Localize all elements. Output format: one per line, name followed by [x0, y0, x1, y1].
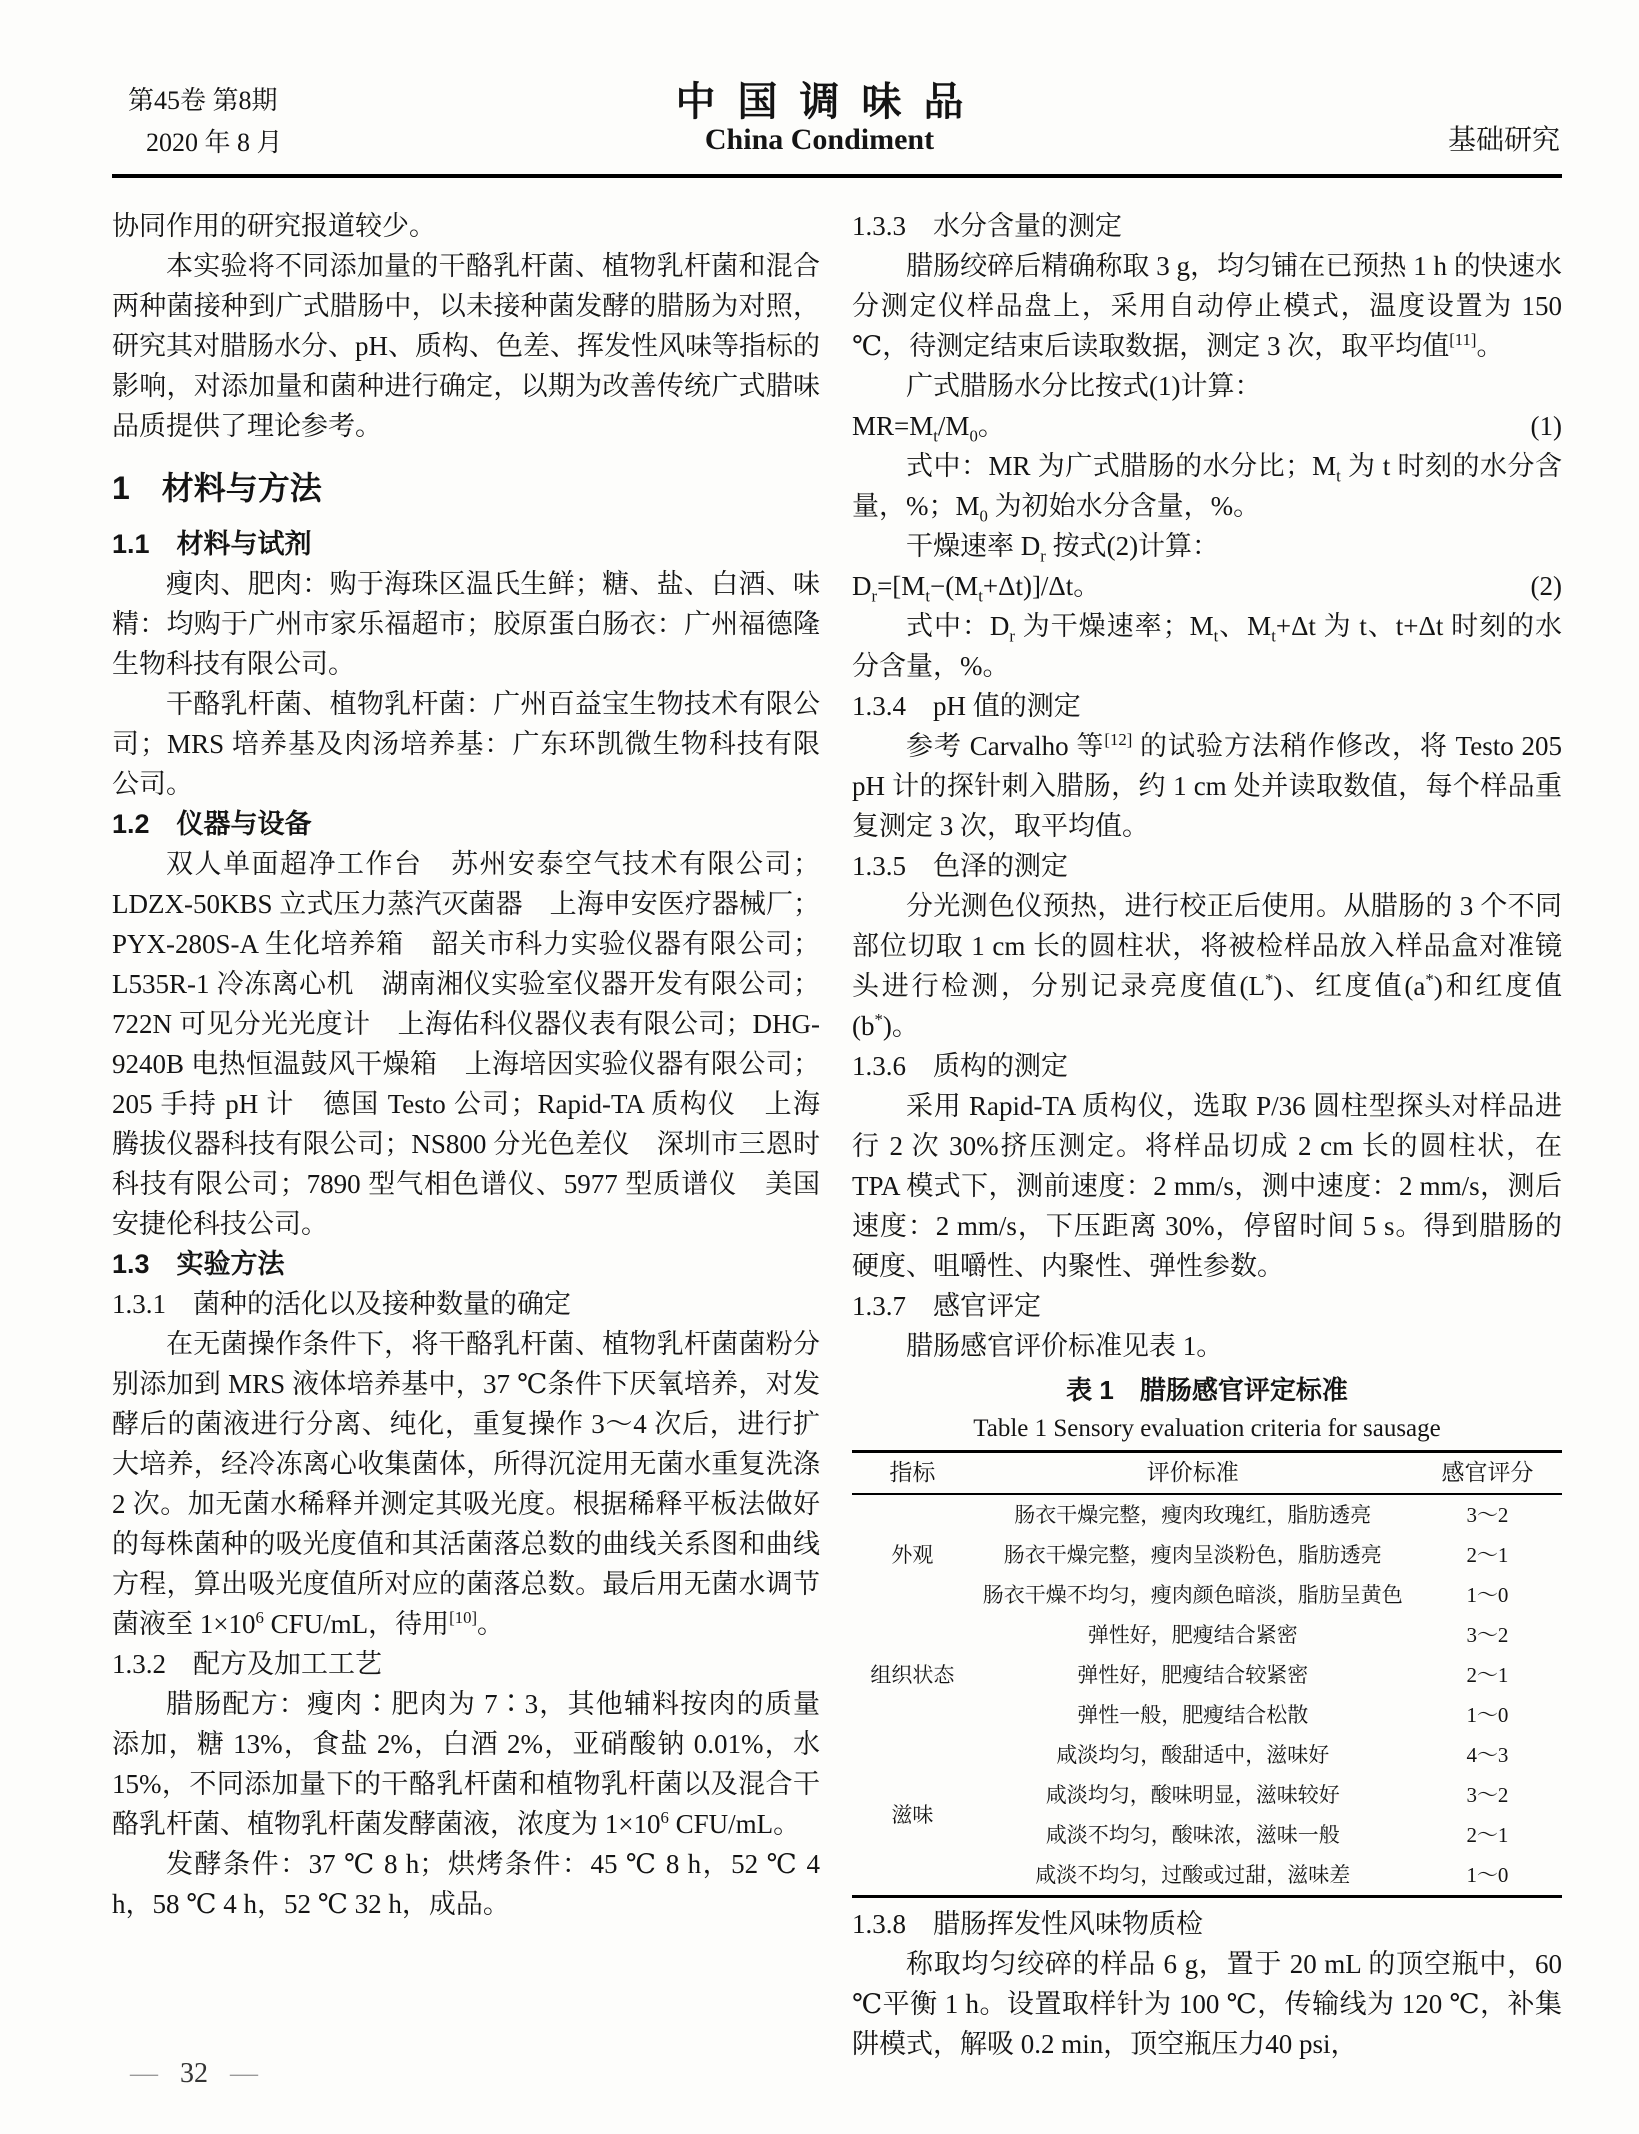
formula-number: (1) [1530, 411, 1562, 441]
footer-dash-right: — [230, 2058, 258, 2089]
right-column [852, 206, 1562, 2064]
paragraph: 广式腊肠水分比按式(1)计算： [906, 371, 1262, 401]
table-row [852, 1615, 1562, 1655]
sensory-table [852, 1450, 1562, 1898]
page-footer [130, 2058, 258, 2090]
paragraph: 协同作用的研究报道较少。 [112, 211, 436, 241]
table-score-cell: 1～0 [1466, 1703, 1509, 1727]
paragraph: 式中：$D_r$ 为干燥速率；$M_t$、$M_t+\Delta t$ 为 t、t+Δt 时刻的水分含量，%。 [852, 611, 1563, 681]
table-caption-en: Table 1 Sensory evaluation criteria for sausage [973, 1415, 1441, 1442]
paragraph: 发酵条件：37 ℃ 8 h；烘烤条件：45 ℃ 8 h，52 ℃ 4 h，58 ℃ 4 h，52 ℃ 32 h，成品。 [112, 1849, 820, 1919]
table-score-cell: 3～2 [1466, 1503, 1509, 1527]
formula-text: $D_r=[M_t-(M_t+\Delta t)]/\Delta t$。 [852, 571, 1101, 606]
paragraph: 采用 Rapid-TA 质构仪，选取 P/36 圆柱型探头对样品进行 2 次 30%挤压测定。将样品切成 2 cm 长的圆柱状，在 TPA 模式下，测前速度：2 mm/s，测中速度：2 mm/s，测后速度：2 mm/s，下压距离 30%，停留时间 5 s。得到腊肠的硬度、咀嚼性、内聚性、弹性参数。 [852, 1091, 1562, 1281]
section-heading: 1.3.2 配方及加工工艺 [112, 1649, 382, 1679]
paragraph: 称取均匀绞碎的样品 6 g，置于 20 mL 的顶空瓶中，60 ℃平衡 1 h。设置取样针为 100 ℃，传输线为 120 ℃，补集阱模式，解吸 0.2 min，顶空瓶压力40 psi， [852, 1949, 1562, 2059]
section-heading: 1.3 实验方法 [112, 1249, 285, 1279]
formula [852, 406, 1562, 446]
category-label: 基础研究 [1447, 125, 1560, 156]
section-heading: 1.3.6 质构的测定 [852, 1051, 1068, 1081]
paragraph: 分光测色仪预热，进行校正后使用。从腊肠的 3 个不同部位切取 1 cm 长的圆柱状，将被检样品放入样品盒对准镜头进行检测，分别记录亮度值(L*)、红度值(a*)和红度值(b*)。 [852, 891, 1562, 1041]
paragraph: 腊肠配方：瘦肉∶肥肉为 7∶3，其他辅料按肉的质量添加，糖 13%，食盐 2%，白酒 2%，亚硝酸钠 0.01%，水 15%，不同添加量下的干酪乳杆菌和植物乳杆菌以及混合干酪乳杆菌、植物乳杆菌发酵菌液，浓度为 $1\times 10^6$ CFU/mL。 [112, 1689, 820, 1839]
table-score-cell: 2～1 [1466, 1543, 1509, 1567]
page-number: 32 [180, 2058, 208, 2089]
table-criteria-cell: 咸淡均匀，酸甜适中，滋味好 [1056, 1743, 1330, 1767]
table-criteria-cell: 肠衣干燥不均匀，瘦肉颜色暗淡，脂肪呈黄色 [982, 1583, 1403, 1607]
table-criteria-cell: 肠衣干燥完整，瘦肉玫瑰红，脂肪透亮 [1014, 1503, 1372, 1527]
section-heading: 1.3.8 腊肠挥发性风味物质检 [852, 1909, 1203, 1939]
formula-text: $MR=M_t/M_0$。 [852, 411, 1005, 446]
section-heading: 1.3.4 pH 值的测定 [852, 691, 1081, 721]
paragraph: 式中：MR 为广式腊肠的水分比；$M_t$ 为 t 时刻的水分含量，%；$M_0$ 为初始水分含量，%。 [852, 451, 1562, 526]
paragraph: 双人单面超净工作台 苏州安泰空气技术有限公司；LDZX-50KBS 立式压力蒸汽灭菌器 上海申安医疗器械厂；PYX-280S-A 生化培养箱 韶关市科力实验仪器有限公司；L535R-1 冷冻离心机 湖南湘仪实验室仪器开发有限公司；722N 可见分光光度计 上海佑科仪器仪表有限公司；DHG-9240B 电热恒温鼓风干燥箱 上海培因实验仪器有限公司；205 手持 pH 计 德国 Testo 公司；Rapid-TA 质构仪 上海腾拔仪器科技有限公司；NS800 分光色差仪 深圳市三恩时科技有限公司；7890 型气相色谱仪、5977 型质谱仪 美国安捷伦科技公司。 [112, 849, 820, 1239]
table-header-cell: 感官评分 [1413, 1452, 1562, 1495]
journal-volume-issue: 第45卷 第8期 [128, 86, 278, 115]
table-indicator-cell: 滋味 [891, 1803, 934, 1827]
table-indicator-cell: 外观 [891, 1543, 934, 1567]
table-criteria-cell: 弹性好，肥瘦结合紧密 [1087, 1623, 1298, 1647]
journal-title-en: China Condiment [704, 123, 935, 156]
section-heading: 1.2 仪器与设备 [112, 809, 312, 839]
paragraph: 干燥速率 $D_r$ 按式(2)计算： [906, 531, 1220, 566]
paragraph: 腊肠绞碎后精确称取 3 g，均匀铺在已预热 1 h 的快速水分测定仪样品盘上，采用自动停止模式，温度设置为 150 ℃，待测定结束后读取数据，测定 3 次，取平均值[11]。 [852, 251, 1562, 361]
table-header-cell: 指标 [852, 1452, 973, 1495]
table-header-cell: 评价标准 [973, 1452, 1413, 1495]
section-heading: 1.3.1 菌种的活化以及接种数量的确定 [112, 1289, 571, 1319]
table-score-cell: 3～2 [1466, 1623, 1509, 1647]
footer-dash-left: — [130, 2058, 158, 2089]
table-criteria-cell: 咸淡不均匀，过酸或过甜，滋味差 [1035, 1863, 1351, 1887]
table-score-cell: 2～1 [1466, 1823, 1509, 1847]
section-heading: 1 材料与方法 [112, 470, 322, 506]
table-score-cell: 2～1 [1466, 1663, 1509, 1687]
table-score-cell: 3～2 [1466, 1783, 1509, 1807]
table-score-cell: 4～3 [1466, 1743, 1509, 1767]
table-caption-zh: 表 1 腊肠感官评定标准 [1066, 1375, 1348, 1405]
table-criteria-cell: 弹性一般，肥瘦结合松散 [1077, 1703, 1309, 1727]
section-heading: 1.1 材料与试剂 [112, 529, 312, 559]
table-score-cell: 1～0 [1466, 1863, 1509, 1887]
paragraph: 在无菌操作条件下，将干酪乳杆菌、植物乳杆菌菌粉分别添加到 MRS 液体培养基中，37 ℃条件下厌氧培养，对发酵后的菌液进行分离、纯化，重复操作 3～4 次后，进行扩大培养，经冷冻离心收集菌体，所得沉淀用无菌水重复洗涤 2 次。加无菌水稀释并测定其吸光度。根据稀释平板法做好的每株菌种的吸光度值和其活菌落总数的曲线关系图和曲线方程，算出吸光度值所对应的菌落总数。最后用无菌水调节菌液至 $1\times 10^6$ CFU/mL，待用[10]。 [112, 1329, 820, 1639]
table-criteria-cell: 弹性好，肥瘦结合较紧密 [1077, 1663, 1309, 1687]
table-row [852, 1735, 1562, 1775]
formula-number: (2) [1530, 571, 1562, 601]
table-indicator-cell: 组织状态 [870, 1663, 955, 1687]
paragraph: 瘦肉、肥肉：购于海珠区温氏生鲜；糖、盐、白酒、味精：均购于广州市家乐福超市；胶原蛋白肠衣：广州福德隆生物科技有限公司。 [112, 569, 820, 679]
paragraph: 腊肠感官评价标准见表 1。 [906, 1331, 1224, 1361]
table-criteria-cell: 咸淡均匀，酸味明显，滋味较好 [1045, 1783, 1340, 1807]
paragraph: 本实验将不同添加量的干酪乳杆菌、植物乳杆菌和混合两种菌接种到广式腊肠中，以未接种菌发酵的腊肠为对照，研究其对腊肠水分、pH、质构、色差、挥发性风味等指标的影响，对添加量和菌种进行确定，以期为改善传统广式腊味品质提供了理论参考。 [112, 251, 820, 441]
table-criteria-cell: 咸淡不均匀，酸味浓，滋味一般 [1045, 1823, 1340, 1847]
section-heading: 1.3.5 色泽的测定 [852, 851, 1068, 881]
header-rule [112, 174, 1562, 178]
paragraph: 参考 Carvalho 等[12] 的试验方法稍作修改，将 Testo 205 pH 计的探针刺入腊肠，约 1 cm 处并读取数值，每个样品重复测定 3 次，取平均值。 [852, 730, 1562, 841]
left-column [112, 206, 820, 1924]
section-heading: 1.3.3 水分含量的测定 [852, 211, 1122, 241]
table-criteria-cell: 肠衣干燥完整，瘦肉呈淡粉色，脂肪透亮 [1003, 1543, 1382, 1567]
journal-title-zh: 中国调味品 [675, 80, 986, 124]
section-heading: 1.3.7 感官评定 [852, 1291, 1041, 1321]
table-score-cell: 1～0 [1466, 1583, 1509, 1607]
paragraph: 干酪乳杆菌、植物乳杆菌：广州百益宝生物技术有限公司；MRS 培养基及肉汤培养基：广东环凯微生物科技有限公司。 [112, 689, 820, 799]
journal-date: 2020 年 8 月 [146, 128, 283, 157]
table-row [852, 1494, 1562, 1535]
formula [852, 566, 1562, 606]
